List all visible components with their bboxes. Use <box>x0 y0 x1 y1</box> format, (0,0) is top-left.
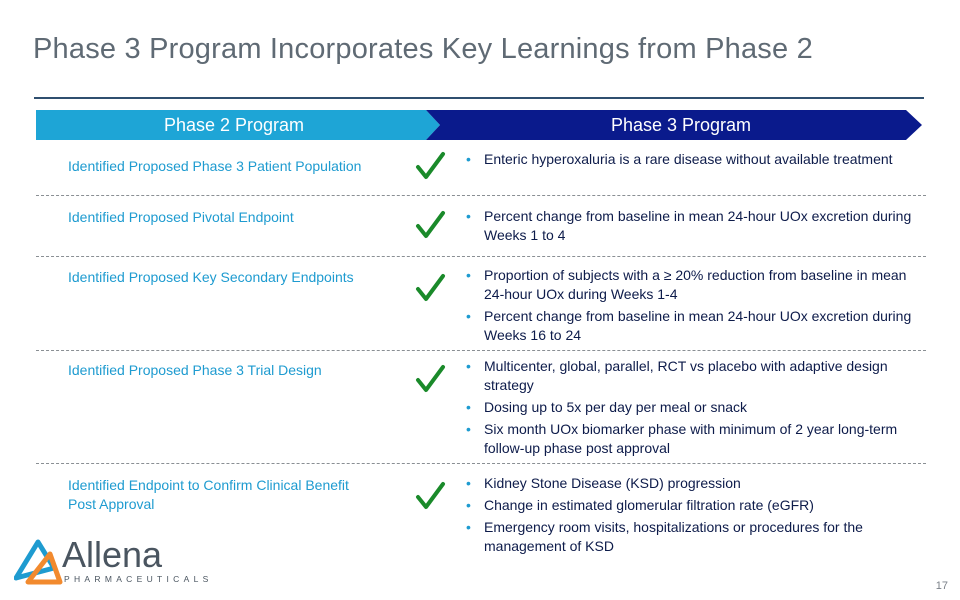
row-divider <box>36 350 926 351</box>
logo-subtitle: PHARMACEUTICALS <box>64 574 213 584</box>
phase3-program-label: Phase 3 Program <box>610 115 752 135</box>
list-item: • Enteric hyperoxaluria is a rare disease without available treatment <box>466 151 893 167</box>
check-icon <box>414 272 446 304</box>
bullet-icon: • <box>466 421 471 437</box>
bullet-list <box>464 357 924 461</box>
row-divider <box>36 463 926 464</box>
row-label: Identified Proposed Phase 3 Patient Population <box>68 158 362 174</box>
phase-header-bar <box>36 110 922 140</box>
list-item: • Percent change from baseline in mean 24-hour UOx excretion during Weeks 16 to 24 <box>466 308 912 343</box>
check-icon <box>414 150 446 182</box>
page-number: 17 <box>935 580 948 592</box>
bullet-icon: • <box>466 475 471 491</box>
slide-title: Phase 3 Program Incorporates Key Learnings from Phase 2 <box>33 33 813 65</box>
row-label: Identified Proposed Key Secondary Endpoints <box>68 269 354 285</box>
list-item: • Kidney Stone Disease (KSD) progression <box>466 475 741 491</box>
bullet-icon: • <box>466 151 471 167</box>
row-label: Identified Proposed Pivotal Endpoint <box>68 209 294 225</box>
bullet-list <box>464 474 924 559</box>
bullet-icon: • <box>466 497 471 513</box>
check-icon <box>414 209 446 241</box>
list-item: • Proportion of subjects with a ≥ 20% reduction from baseline in mean 24-hour UOx during Weeks 1-4 <box>466 267 907 302</box>
bullet-icon: • <box>466 519 471 535</box>
check-icon <box>414 363 446 395</box>
list-item: • Percent change from baseline in mean 24-hour UOx excretion during Weeks 1 to 4 <box>466 208 912 243</box>
list-item: • Multicenter, global, parallel, RCT vs placebo with adaptive design strategy <box>466 358 888 393</box>
row-divider <box>36 195 926 196</box>
phase2-program-label: Phase 2 Program <box>163 115 305 135</box>
logo-wordmark: Allena <box>62 534 163 575</box>
title-divider <box>34 97 924 99</box>
list-item: • Six month UOx biomarker phase with minimum of 2 year long-term follow-up phase post approval <box>466 421 898 456</box>
list-item: • Dosing up to 5x per day per meal or snack <box>466 399 748 415</box>
row-label: Identified Endpoint to Confirm Clinical Benefit Post Approval <box>68 477 349 512</box>
bullet-icon: • <box>466 208 471 224</box>
row-divider <box>36 256 926 257</box>
bullet-icon: • <box>466 308 471 324</box>
bullet-list <box>464 207 924 248</box>
bullet-icon: • <box>466 399 471 415</box>
bullet-icon: • <box>466 358 471 374</box>
bullet-icon: • <box>466 267 471 283</box>
bullet-list <box>464 150 924 172</box>
list-item: • Change in estimated glomerular filtration rate (eGFR) <box>466 497 814 513</box>
check-icon <box>414 480 446 512</box>
list-item: • Emergency room visits, hospitalizations or procedures for the management of KSD <box>466 519 863 554</box>
row-label: Identified Proposed Phase 3 Trial Design <box>68 362 322 378</box>
bullet-list <box>464 266 924 348</box>
